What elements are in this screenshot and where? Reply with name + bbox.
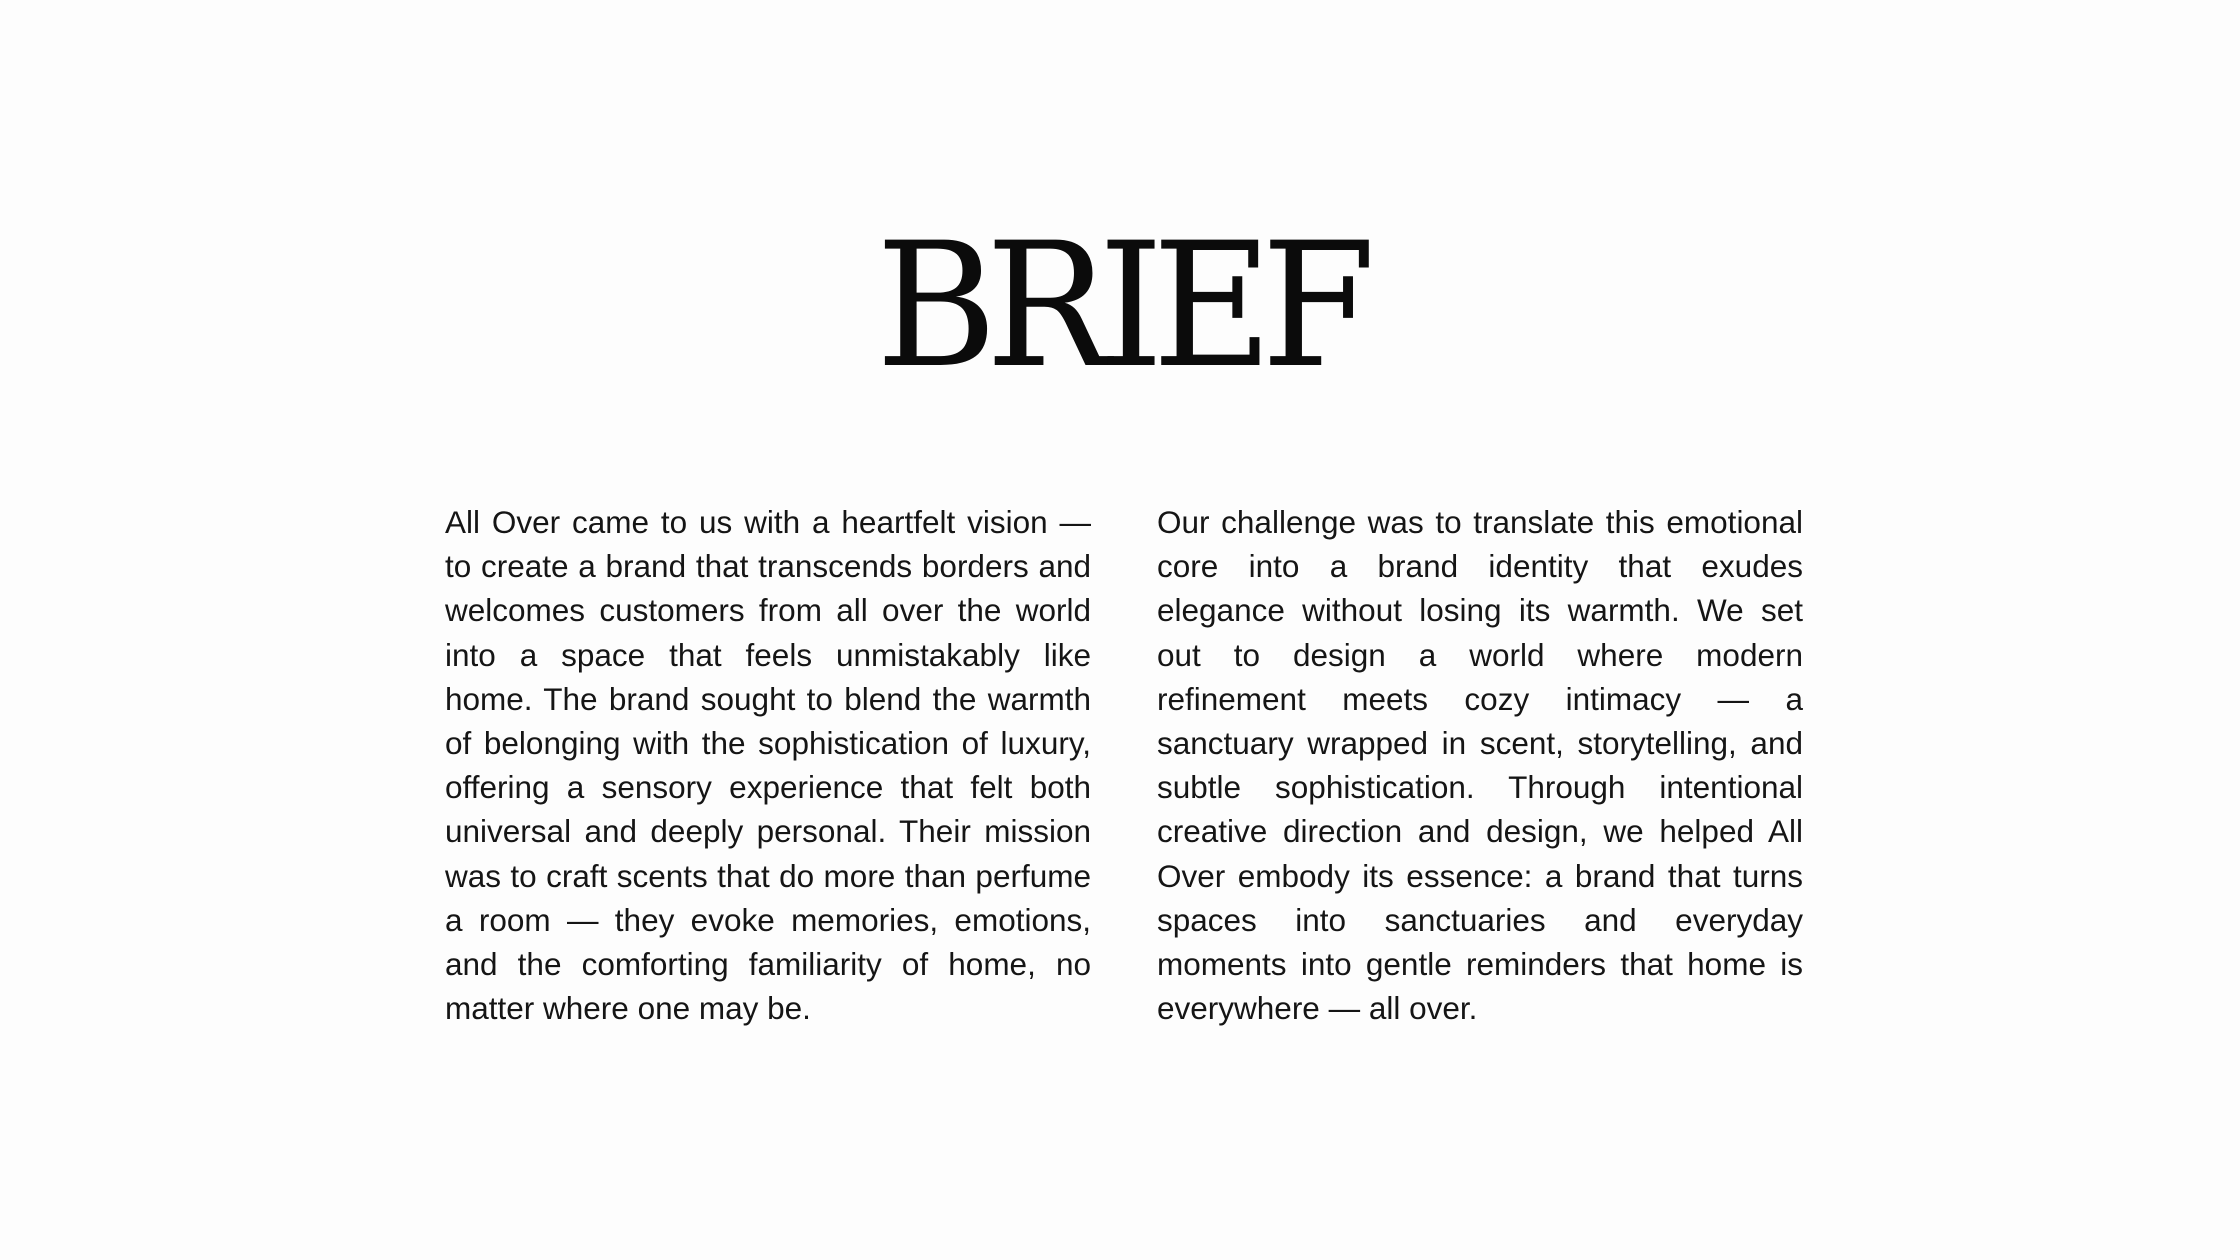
page-title: BRIEF [875, 205, 1365, 406]
brief-paragraph-right: Our challenge was to translate this emotional core into a brand identity that exudes elegance without losing its warmth. We set out to design a world where modern refinement meets cozy intimacy — a sanctuary wrapped in scent, storytelling, and subtle sophistication. Through intentional creative direction and design, we helped All Over embody its essence: a brand that turns spaces into sanctuaries and everyday moments into gentle reminders that home is everywhere — all over. [1157, 504, 1803, 1027]
brief-paragraph-left: All Over came to us with a heartfelt vision — to create a brand that transcends borders and welcomes customers from all over the world into a space that feels unmistakably like home. The brand sought to blend the warmth of belonging with the sophistication of luxury, offering a sensory experience that felt both universal and deeply personal. Their mission was to craft scents that do more than perfume a room — they evoke memories, emotions, and the comforting familiarity of home, no matter where one may be. [445, 504, 1091, 1027]
